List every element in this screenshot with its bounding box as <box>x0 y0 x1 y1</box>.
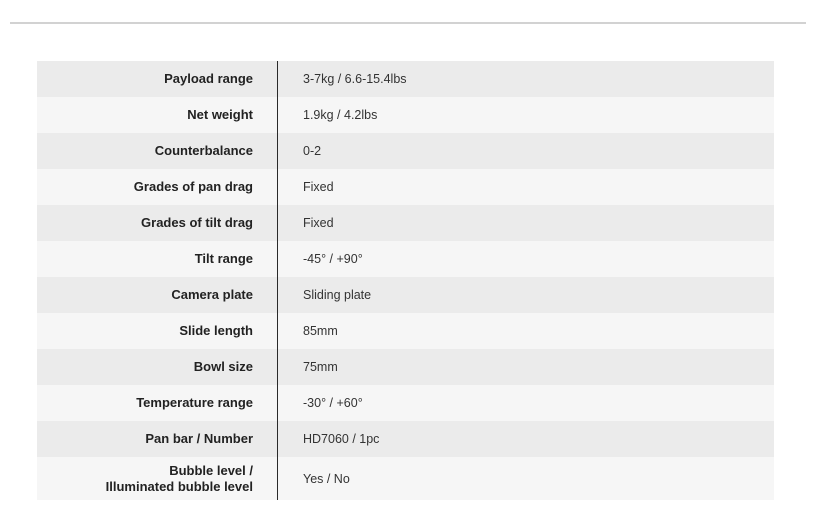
spec-label: Counterbalance <box>154 143 253 158</box>
spec-label: Grades of pan drag <box>133 179 253 194</box>
spec-value: 1.9kg / 4.2lbs <box>303 108 378 122</box>
spec-row-tilt-drag <box>37 205 774 241</box>
spec-table <box>37 61 774 500</box>
spec-row-camera-plate <box>37 277 774 313</box>
spec-value: 3-7kg / 6.6-15.4lbs <box>303 72 407 86</box>
spec-value: Fixed <box>303 216 334 230</box>
spec-value: 85mm <box>303 324 338 338</box>
spec-label: Pan bar / Number <box>145 431 253 446</box>
spec-row-pan-drag <box>37 169 774 205</box>
spec-label: Slide length <box>179 323 253 338</box>
spec-row-bubble-level <box>37 457 774 500</box>
spec-label: Tilt range <box>194 251 253 266</box>
spec-label: Bowl size <box>193 359 253 374</box>
spec-row-temperature-range <box>37 385 774 421</box>
spec-label-line: Bubble level / <box>169 462 253 478</box>
spec-row-payload-range <box>37 61 774 97</box>
spec-row-slide-length <box>37 313 774 349</box>
spec-value: Fixed <box>303 180 334 194</box>
spec-row-bowl-size <box>37 349 774 385</box>
spec-row-pan-bar <box>37 421 774 457</box>
spec-row-net-weight <box>37 97 774 133</box>
spec-row-counterbalance <box>37 133 774 169</box>
spec-label-line: Illuminated bubble level <box>105 478 253 494</box>
spec-label <box>37 457 277 500</box>
spec-value: -45° / +90° <box>303 252 363 266</box>
spec-value: HD7060 / 1pc <box>303 432 380 446</box>
spec-value: 0-2 <box>303 144 322 158</box>
spec-label: Temperature range <box>136 395 253 410</box>
spec-value: -30° / +60° <box>303 396 363 410</box>
spec-row-tilt-range <box>37 241 774 277</box>
spec-label: Payload range <box>164 71 253 86</box>
top-divider <box>10 22 806 24</box>
spec-value: 75mm <box>303 360 338 374</box>
spec-value: Yes / No <box>303 471 350 486</box>
spec-label: Grades of tilt drag <box>141 215 253 230</box>
spec-label: Camera plate <box>171 287 253 302</box>
spec-value: Sliding plate <box>303 288 372 302</box>
spec-label: Net weight <box>187 107 253 122</box>
